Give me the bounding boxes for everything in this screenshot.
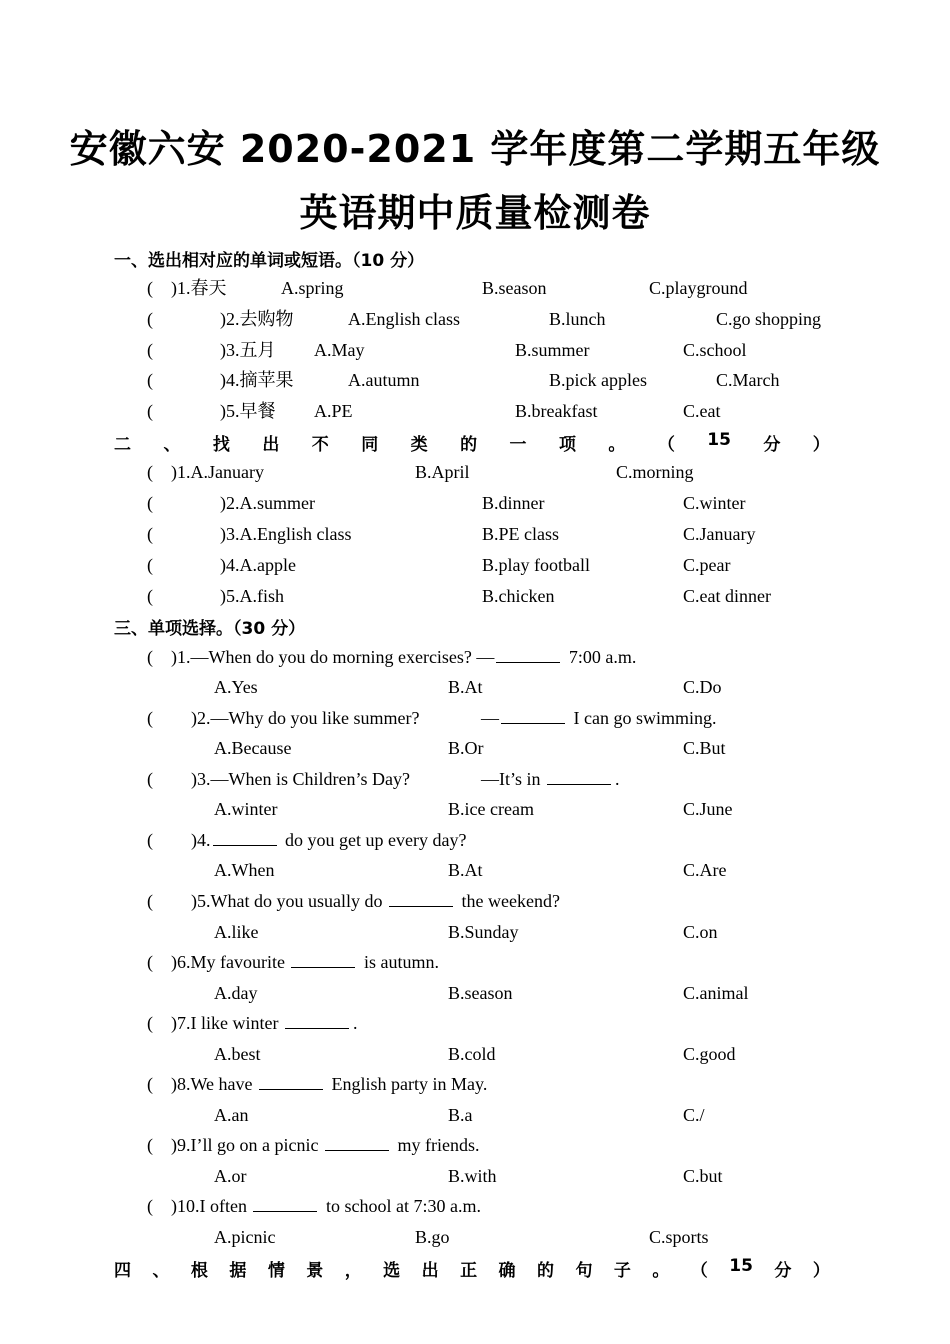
answer-blank[interactable] — [496, 646, 560, 663]
answer-blank[interactable] — [285, 1012, 349, 1029]
exam-title-line2: 英语期中质量检测卷 — [299, 191, 651, 235]
answer-blank[interactable] — [547, 768, 611, 785]
section4-heading: 四 、 根 据 情 景 ， 选 出 正 确 的 句 子 。 （ 15 分 ） — [114, 1256, 830, 1281]
exam-title-line1: 安徽六安 2020-2021 学年度第二学期五年级 — [69, 127, 881, 171]
answer-blank[interactable] — [325, 1134, 389, 1151]
answer-blank[interactable] — [253, 1195, 317, 1212]
section3-heading: 三、单项选择。（30 分） — [114, 619, 306, 639]
answer-blank[interactable] — [213, 829, 277, 846]
section2-heading: 二 、 找 出 不 同 类 的 一 项 。 （ 15 分 ） — [114, 430, 830, 455]
answer-blank[interactable] — [389, 890, 453, 907]
answer-blank[interactable] — [501, 707, 565, 724]
exam-page: 安徽六安 2020-2021 学年度第二学期五年级 英语期中质量检测卷 一、选出相对应的单词或短语。（10 分） ( )1.春天 A.spring B.season C.playground ( )2.去购物 A.English class B.lunch C.go shopping ( )3.五月 A.May B.summer C.school ( )4.摘苹果 A.autumn B.pick apples C.March ( )5.早餐 A.PE B.breakfast C.eat 二 、 找 出 不 同 类 的 一 项 。 （ 15 分 ） ( )1.A.January B.April C.morning ( )2.A.summer B.dinner C.winter ( )3.A.English class B.PE class C.January ( )4.A.apple B.play football C.pear ( )5.A.fish B.chicken C.eat dinner 三、单项选择。（30 分） ( )1.—When do you do morning exercises? — 7:00 a.m. A.Yes B.At C.Do ( )2.—Why do you like summer? — I can go swimming. A.Because B.Or C.But ( )3.—When is Children’s Day? —It’s in . A.winter B.ice cream C.June ( )4. do you get up every day? A.When B.At C.Are ( )5.What do you usually do the weekend? A.like B.Sunday C.on ( )6.My favourite is autumn. A.day B.season C.animal ( )7.I like winter . A.best B.cold C.good ( )8.We have English party in May. A.an B.a C./ ( )9.I’ll go on a picnic my friends. A.or B.with C.but ( )10.I often to school at 7:30 a.m. A.picnic B.go C.sports 四 、 根 据 情 景 ， 选 出 正 确 的 句 子 。 （ 15 分 ） — [0, 0, 950, 1344]
section1-heading: 一、选出相对应的单词或短语。（10 分） — [114, 251, 425, 271]
answer-blank[interactable] — [291, 951, 355, 968]
answer-blank[interactable] — [259, 1073, 323, 1090]
